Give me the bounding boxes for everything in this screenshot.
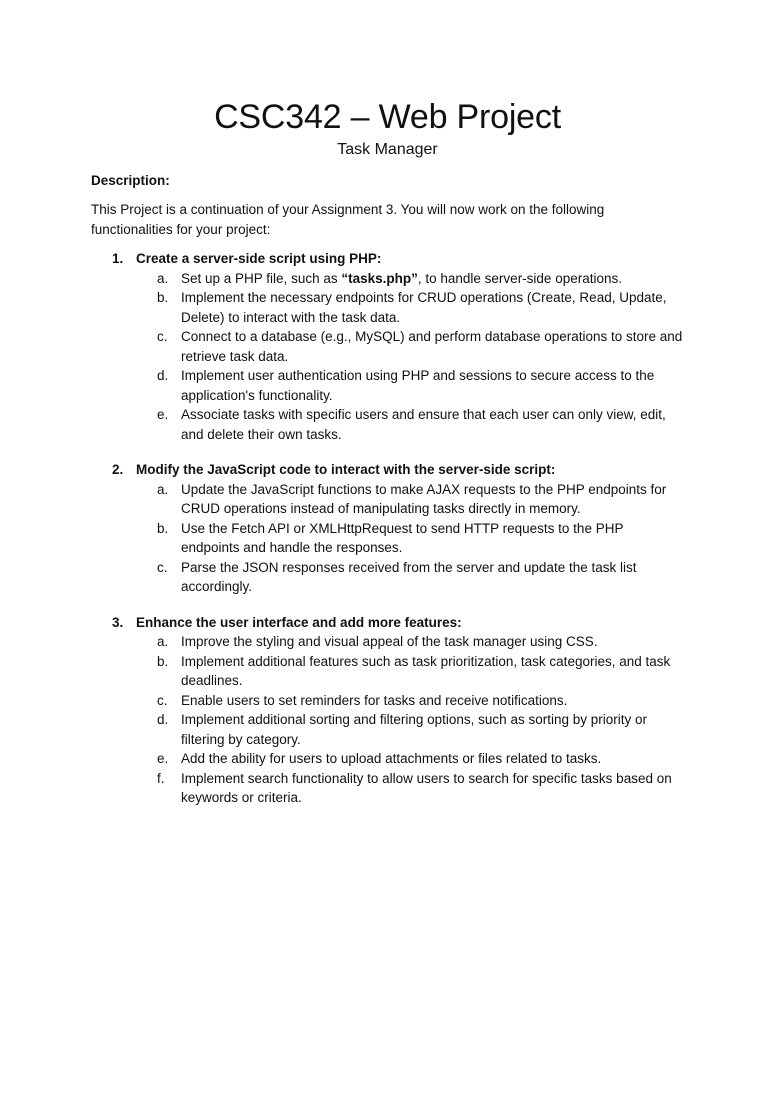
item-text: Associate tasks with specific users and ensure that each user can only view, edit, and delete their own tasks. [181, 407, 666, 442]
list-item [91, 749, 684, 769]
item-text: Implement user authentication using PHP and sessions to secure access to the application's functionality. [181, 368, 655, 403]
list-item [91, 558, 684, 597]
item-text: Enable users to set reminders for tasks and receive notifications. [181, 692, 568, 708]
list-item [91, 480, 684, 519]
list-item [91, 269, 684, 289]
item-letter: b. [157, 653, 169, 669]
item-text: Improve the styling and visual appeal of the task manager using CSS. [181, 634, 598, 649]
item-letter: a. [157, 481, 169, 497]
item-letter: d. [157, 712, 169, 727]
section-items [91, 632, 684, 808]
item-letter: e. [157, 407, 169, 422]
section-items [91, 480, 684, 597]
list-item [91, 652, 684, 691]
item-text: Connect to a database (e.g., MySQL) and perform database operations to store and retrieve task data. [181, 329, 683, 364]
item-letter: c. [157, 329, 168, 344]
section-title: Modify the JavaScript code to interact with the server-side script: [136, 462, 556, 477]
section-heading [91, 613, 684, 633]
item-letter: d. [157, 368, 169, 383]
list-item [91, 710, 684, 749]
item-letter: c. [157, 559, 168, 575]
requirements-list [91, 249, 684, 808]
section-items [91, 269, 684, 445]
item-text: Implement search functionality to allow users to search for specific tasks based on keywords or criteria. [181, 770, 672, 805]
item-text: Add the ability for users to upload attachments or files related to tasks. [181, 751, 602, 766]
description-heading: Description: [91, 173, 170, 188]
section-server-side-script [91, 249, 684, 444]
page-title: CSC342 – Web Project [214, 98, 561, 136]
item-letter: b. [157, 520, 169, 536]
item-text: Update the JavaScript functions to make AJAX requests to the PHP endpoints for CRUD operations instead of manipulating tasks directly in memory. [181, 481, 667, 516]
section-javascript-integration [91, 460, 684, 597]
list-item [91, 366, 684, 405]
item-text-after: , to handle server-side operations. [417, 270, 622, 286]
item-text-before: Set up a PHP file, such as [181, 270, 342, 286]
section-number: 1. [112, 251, 124, 266]
item-letter: f. [157, 770, 165, 786]
section-heading [91, 249, 684, 269]
list-item [91, 632, 684, 652]
document-page [0, 96, 768, 1120]
list-item [91, 327, 684, 366]
list-item [91, 288, 684, 327]
item-text: Implement additional features such as task prioritization, task categories, and task deadlines. [181, 653, 671, 688]
section-heading [91, 460, 684, 480]
list-item [91, 405, 684, 444]
item-letter: a. [157, 634, 169, 649]
section-ui-enhancements [91, 613, 684, 808]
item-text-bold: “tasks.php” [341, 270, 418, 286]
item-text: Parse the JSON responses received from the server and update the task list accordingly. [181, 559, 637, 594]
list-item [91, 691, 684, 711]
item-letter: c. [157, 692, 168, 708]
page-subtitle: Task Manager [337, 141, 438, 158]
item-text: Implement the necessary endpoints for CRUD operations (Create, Read, Update, Delete) to interact with the task data. [181, 290, 667, 325]
item-text: Implement additional sorting and filtering options, such as sorting by priority or filtering by category. [181, 712, 647, 747]
list-item [91, 519, 684, 558]
item-letter: a. [157, 270, 169, 286]
item-letter: b. [157, 290, 169, 305]
item-letter: e. [157, 751, 169, 766]
section-title: Create a server-side script using PHP: [136, 251, 382, 266]
section-title: Enhance the user interface and add more features: [136, 614, 462, 630]
section-number: 2. [112, 462, 124, 477]
intro-paragraph: This Project is a continuation of your Assignment 3. You will now work on the following functionalities for your project: [91, 202, 605, 237]
item-text [181, 269, 684, 289]
item-text: Use the Fetch API or XMLHttpRequest to send HTTP requests to the PHP endpoints and handle the responses. [181, 520, 624, 555]
section-number: 3. [112, 614, 124, 630]
list-item [91, 769, 684, 808]
